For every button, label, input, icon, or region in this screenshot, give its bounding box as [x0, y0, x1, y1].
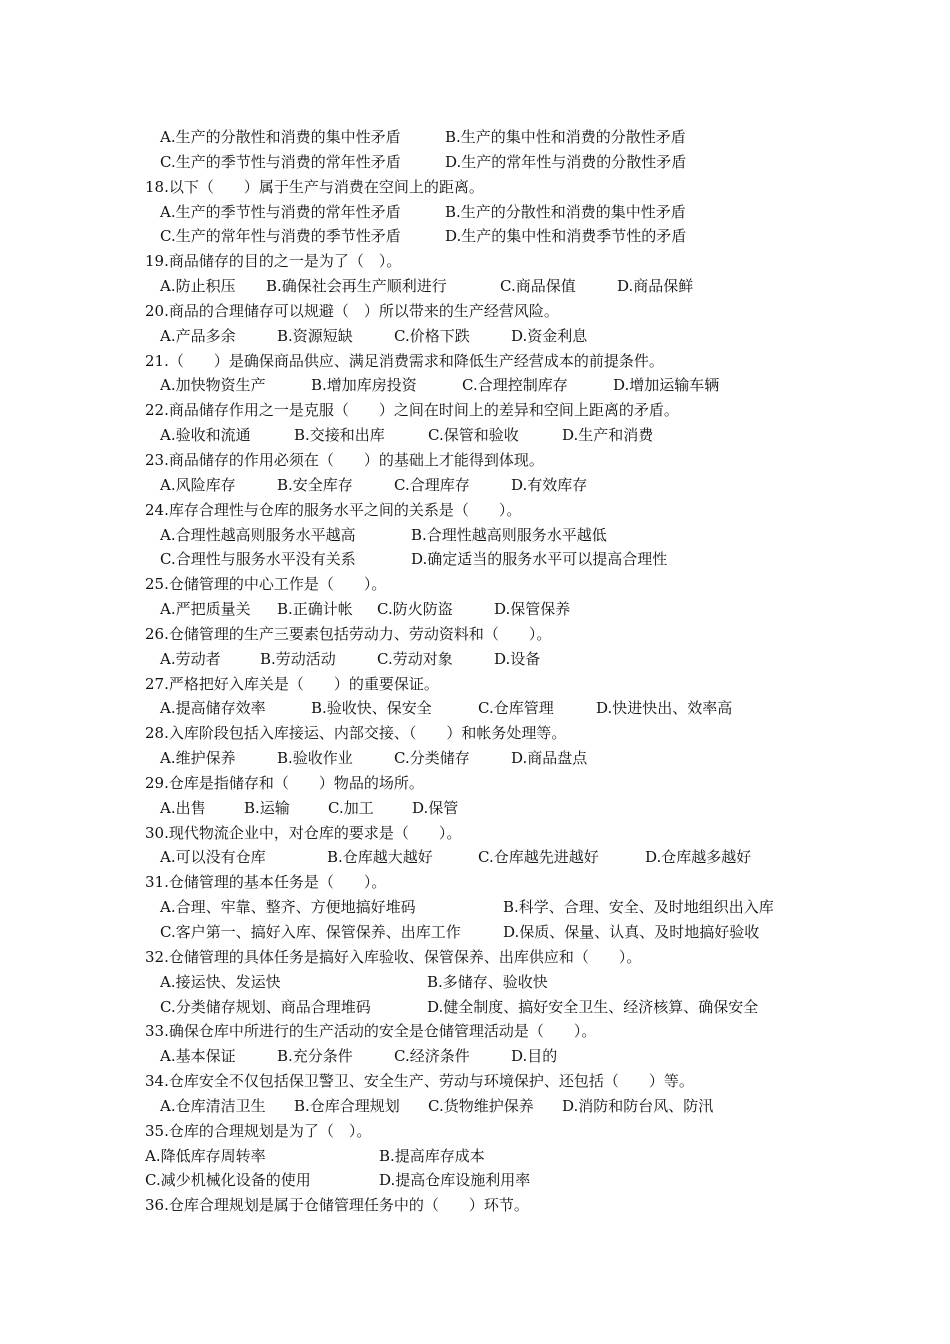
question-stem: 34.仓库安全不仅包括保卫警卫、安全生产、劳动与环境保护、还包括（ ）等。 — [145, 1072, 694, 1091]
answer-option: B.验收快、保安全 — [311, 699, 432, 718]
answer-option: B.仓库合理规划 — [294, 1096, 400, 1115]
answer-option: A.验收和流通 — [160, 426, 251, 445]
answer-option: C.合理控制库存 — [462, 376, 568, 395]
answer-option: A.维护保养 — [160, 749, 236, 768]
answer-options-row — [145, 1094, 835, 1119]
answer-options-row — [145, 647, 835, 672]
answer-option: D.有效库存 — [511, 475, 588, 494]
answer-option: C.价格下跌 — [394, 326, 470, 345]
answer-option: D.设备 — [494, 649, 541, 668]
question-stem: 36.仓库合理规划是属于仓储管理任务中的（ ）环节。 — [145, 1196, 529, 1215]
question-stem: 27.严格把好入库关是（ ）的重要保证。 — [145, 674, 439, 693]
answer-options-row — [145, 224, 835, 249]
answer-option: D.生产和消费 — [562, 426, 654, 445]
answer-option: C.仓库越先进越好 — [478, 848, 599, 867]
answer-option: C.分类储存规划、商品合理堆码 — [160, 997, 371, 1016]
question-stem: 28.入库阶段包括入库接运、内部交接、（ ）和帐务处理等。 — [145, 724, 567, 743]
answer-option: A.基本保证 — [160, 1047, 236, 1066]
question-stem: 30.现代物流企业中，对仓库的要求是（ ）。 — [145, 823, 462, 842]
answer-option: D.快进快出、效率高 — [596, 699, 733, 718]
answer-option: A.提高储存效率 — [160, 699, 266, 718]
answer-option: B.确保社会再生产顺利进行 — [266, 277, 447, 296]
answer-option: B.科学、合理、安全、及时地组织出入库 — [503, 898, 774, 917]
answer-option: D.生产的常年性与消费的分散性矛盾 — [445, 152, 687, 171]
answer-option: C.防火防盗 — [377, 600, 453, 619]
question-stem: 25.仓储管理的中心工作是（ ）。 — [145, 575, 387, 594]
answer-option: D.仓库越多越好 — [645, 848, 752, 867]
answer-option: C.商品保值 — [500, 277, 576, 296]
answer-options-row — [145, 970, 835, 995]
answer-option: A.严把质量关 — [160, 600, 251, 619]
answer-option: B.运输 — [244, 798, 290, 817]
answer-option: D.资金利息 — [511, 326, 588, 345]
answer-options-row — [145, 1144, 835, 1169]
answer-option: A.合理、牢靠、整齐、方便地搞好堆码 — [160, 898, 416, 917]
answer-option: C.加工 — [328, 798, 374, 817]
question-stem: 21.（ ）是确保商品供应、满足消费需求和降低生产经营成本的前提条件。 — [145, 351, 664, 370]
answer-options-row — [145, 845, 835, 870]
answer-option: A.出售 — [160, 798, 206, 817]
answer-option: B.增加库房投资 — [311, 376, 417, 395]
answer-option: D.目的 — [511, 1047, 558, 1066]
answer-option: A.生产的分散性和消费的集中性矛盾 — [160, 128, 401, 146]
answer-option: D.确定适当的服务水平可以提高合理性 — [411, 550, 668, 569]
answer-options-row — [145, 920, 835, 945]
answer-option: C.生产的常年性与消费的季节性矛盾 — [160, 227, 401, 246]
answer-options-row — [145, 796, 835, 821]
question-stem: 33.确保仓库中所进行的生产活动的安全是仓储管理活动是（ ）。 — [145, 1022, 597, 1041]
answer-options-row — [145, 324, 835, 349]
answer-option: A.合理性越高则服务水平越高 — [160, 525, 356, 544]
answer-option: A.可以没有仓库 — [160, 848, 266, 867]
answer-options-row — [145, 150, 835, 175]
answer-option: C.货物维护保养 — [428, 1096, 534, 1115]
question-stem: 19.商品储存的目的之一是为了（ ）。 — [145, 252, 402, 271]
question-stem: 20.商品的合理储存可以规避（ ）所以带来的生产经营风险。 — [145, 301, 559, 320]
answer-option: C.合理性与服务水平没有关系 — [160, 550, 356, 569]
answer-options-row — [145, 125, 835, 150]
answer-option: B.生产的集中性和消费的分散性矛盾 — [445, 128, 686, 146]
answer-option: D.商品盘点 — [511, 749, 588, 768]
answer-option: C.保管和验收 — [428, 426, 519, 445]
answer-option: A.降低库存周转率 — [145, 1146, 266, 1165]
question-list — [145, 125, 835, 1218]
question-stem: 31.仓储管理的基本任务是（ ）。 — [145, 873, 387, 892]
answer-options-row — [145, 274, 835, 299]
answer-option: D.消防和防台风、防汛 — [562, 1096, 714, 1115]
question-stem: 29.仓库是指储存和（ ）物品的场所。 — [145, 773, 424, 792]
answer-option: D.增加运输车辆 — [613, 376, 720, 395]
question-stem: 23.商品储存的作用必须在（ ）的基础上才能得到体现。 — [145, 450, 544, 469]
answer-option: A.防止积压 — [160, 277, 236, 296]
answer-options-row — [145, 597, 835, 622]
answer-option: B.生产的分散性和消费的集中性矛盾 — [445, 202, 686, 221]
answer-options-row — [145, 696, 835, 721]
answer-options-row — [145, 523, 835, 548]
answer-option: B.仓库越大越好 — [327, 848, 433, 867]
answer-options-row — [145, 995, 835, 1020]
answer-option: C.生产的季节性与消费的常年性矛盾 — [160, 152, 401, 171]
answer-option: A.加快物资生产 — [160, 376, 266, 395]
answer-option: A.仓库清洁卫生 — [160, 1096, 266, 1115]
answer-options-row — [145, 473, 835, 498]
answer-options-row — [145, 423, 835, 448]
answer-options-row — [145, 746, 835, 771]
answer-options-row — [145, 1168, 835, 1193]
answer-option: C.合理库存 — [394, 475, 470, 494]
question-stem: 32.仓储管理的具体任务是搞好入库验收、保管保养、出库供应和（ ）。 — [145, 947, 642, 966]
answer-option: B.验收作业 — [277, 749, 353, 768]
answer-option: A.接运快、发运快 — [160, 972, 281, 991]
answer-option: C.减少机械化设备的使用 — [145, 1171, 311, 1190]
answer-option: C.劳动对象 — [377, 649, 453, 668]
answer-option: B.合理性越高则服务水平越低 — [411, 525, 607, 544]
answer-option: A.风险库存 — [160, 475, 236, 494]
answer-option: D.商品保鲜 — [617, 277, 694, 296]
answer-option: C.仓库管理 — [478, 699, 554, 718]
question-stem: 26.仓储管理的生产三要素包括劳动力、劳动资料和（ ）。 — [145, 624, 552, 643]
answer-option: C.经济条件 — [394, 1047, 470, 1066]
answer-option: B.充分条件 — [277, 1047, 353, 1066]
answer-options-row — [145, 1044, 835, 1069]
answer-options-row — [145, 373, 835, 398]
answer-options-row — [145, 200, 835, 225]
answer-option: B.劳动活动 — [260, 649, 336, 668]
answer-option: C.客户第一、搞好入库、保管保养、出库工作 — [160, 923, 461, 941]
question-stem: 24.库存合理性与仓库的服务水平之间的关系是（ ）。 — [145, 500, 522, 519]
answer-option: B.正确计帐 — [277, 600, 353, 619]
answer-option: C.分类储存 — [394, 749, 470, 768]
answer-option: D.提高仓库设施利用率 — [379, 1171, 531, 1190]
answer-option: D.保质、保量、认真、及时地搞好验收 — [503, 923, 760, 941]
answer-option: B.资源短缺 — [277, 326, 353, 345]
answer-option: B.交接和出库 — [294, 426, 385, 445]
answer-option: A.产品多余 — [160, 326, 236, 345]
answer-option: B.安全库存 — [277, 475, 353, 494]
answer-option: D.生产的集中性和消费季节性的矛盾 — [445, 227, 687, 246]
answer-option: D.保管 — [412, 798, 459, 817]
answer-option: A.劳动者 — [160, 649, 221, 668]
answer-option: A.生产的季节性与消费的常年性矛盾 — [160, 202, 401, 221]
question-stem: 18.以下（ ）属于生产与消费在空间上的距离。 — [145, 177, 484, 196]
answer-option: D.健全制度、搞好安全卫生、经济核算、确保安全 — [427, 997, 759, 1016]
answer-options-row — [145, 895, 835, 920]
answer-option: B.多储存、验收快 — [427, 972, 548, 991]
answer-option: B.提高库存成本 — [379, 1146, 485, 1165]
answer-options-row — [145, 547, 835, 572]
question-stem: 35.仓库的合理规划是为了（ ）。 — [145, 1121, 372, 1140]
question-stem: 22.商品储存作用之一是克服（ ）之间在时间上的差异和空间上距离的矛盾。 — [145, 401, 679, 420]
answer-option: D.保管保养 — [494, 600, 571, 619]
